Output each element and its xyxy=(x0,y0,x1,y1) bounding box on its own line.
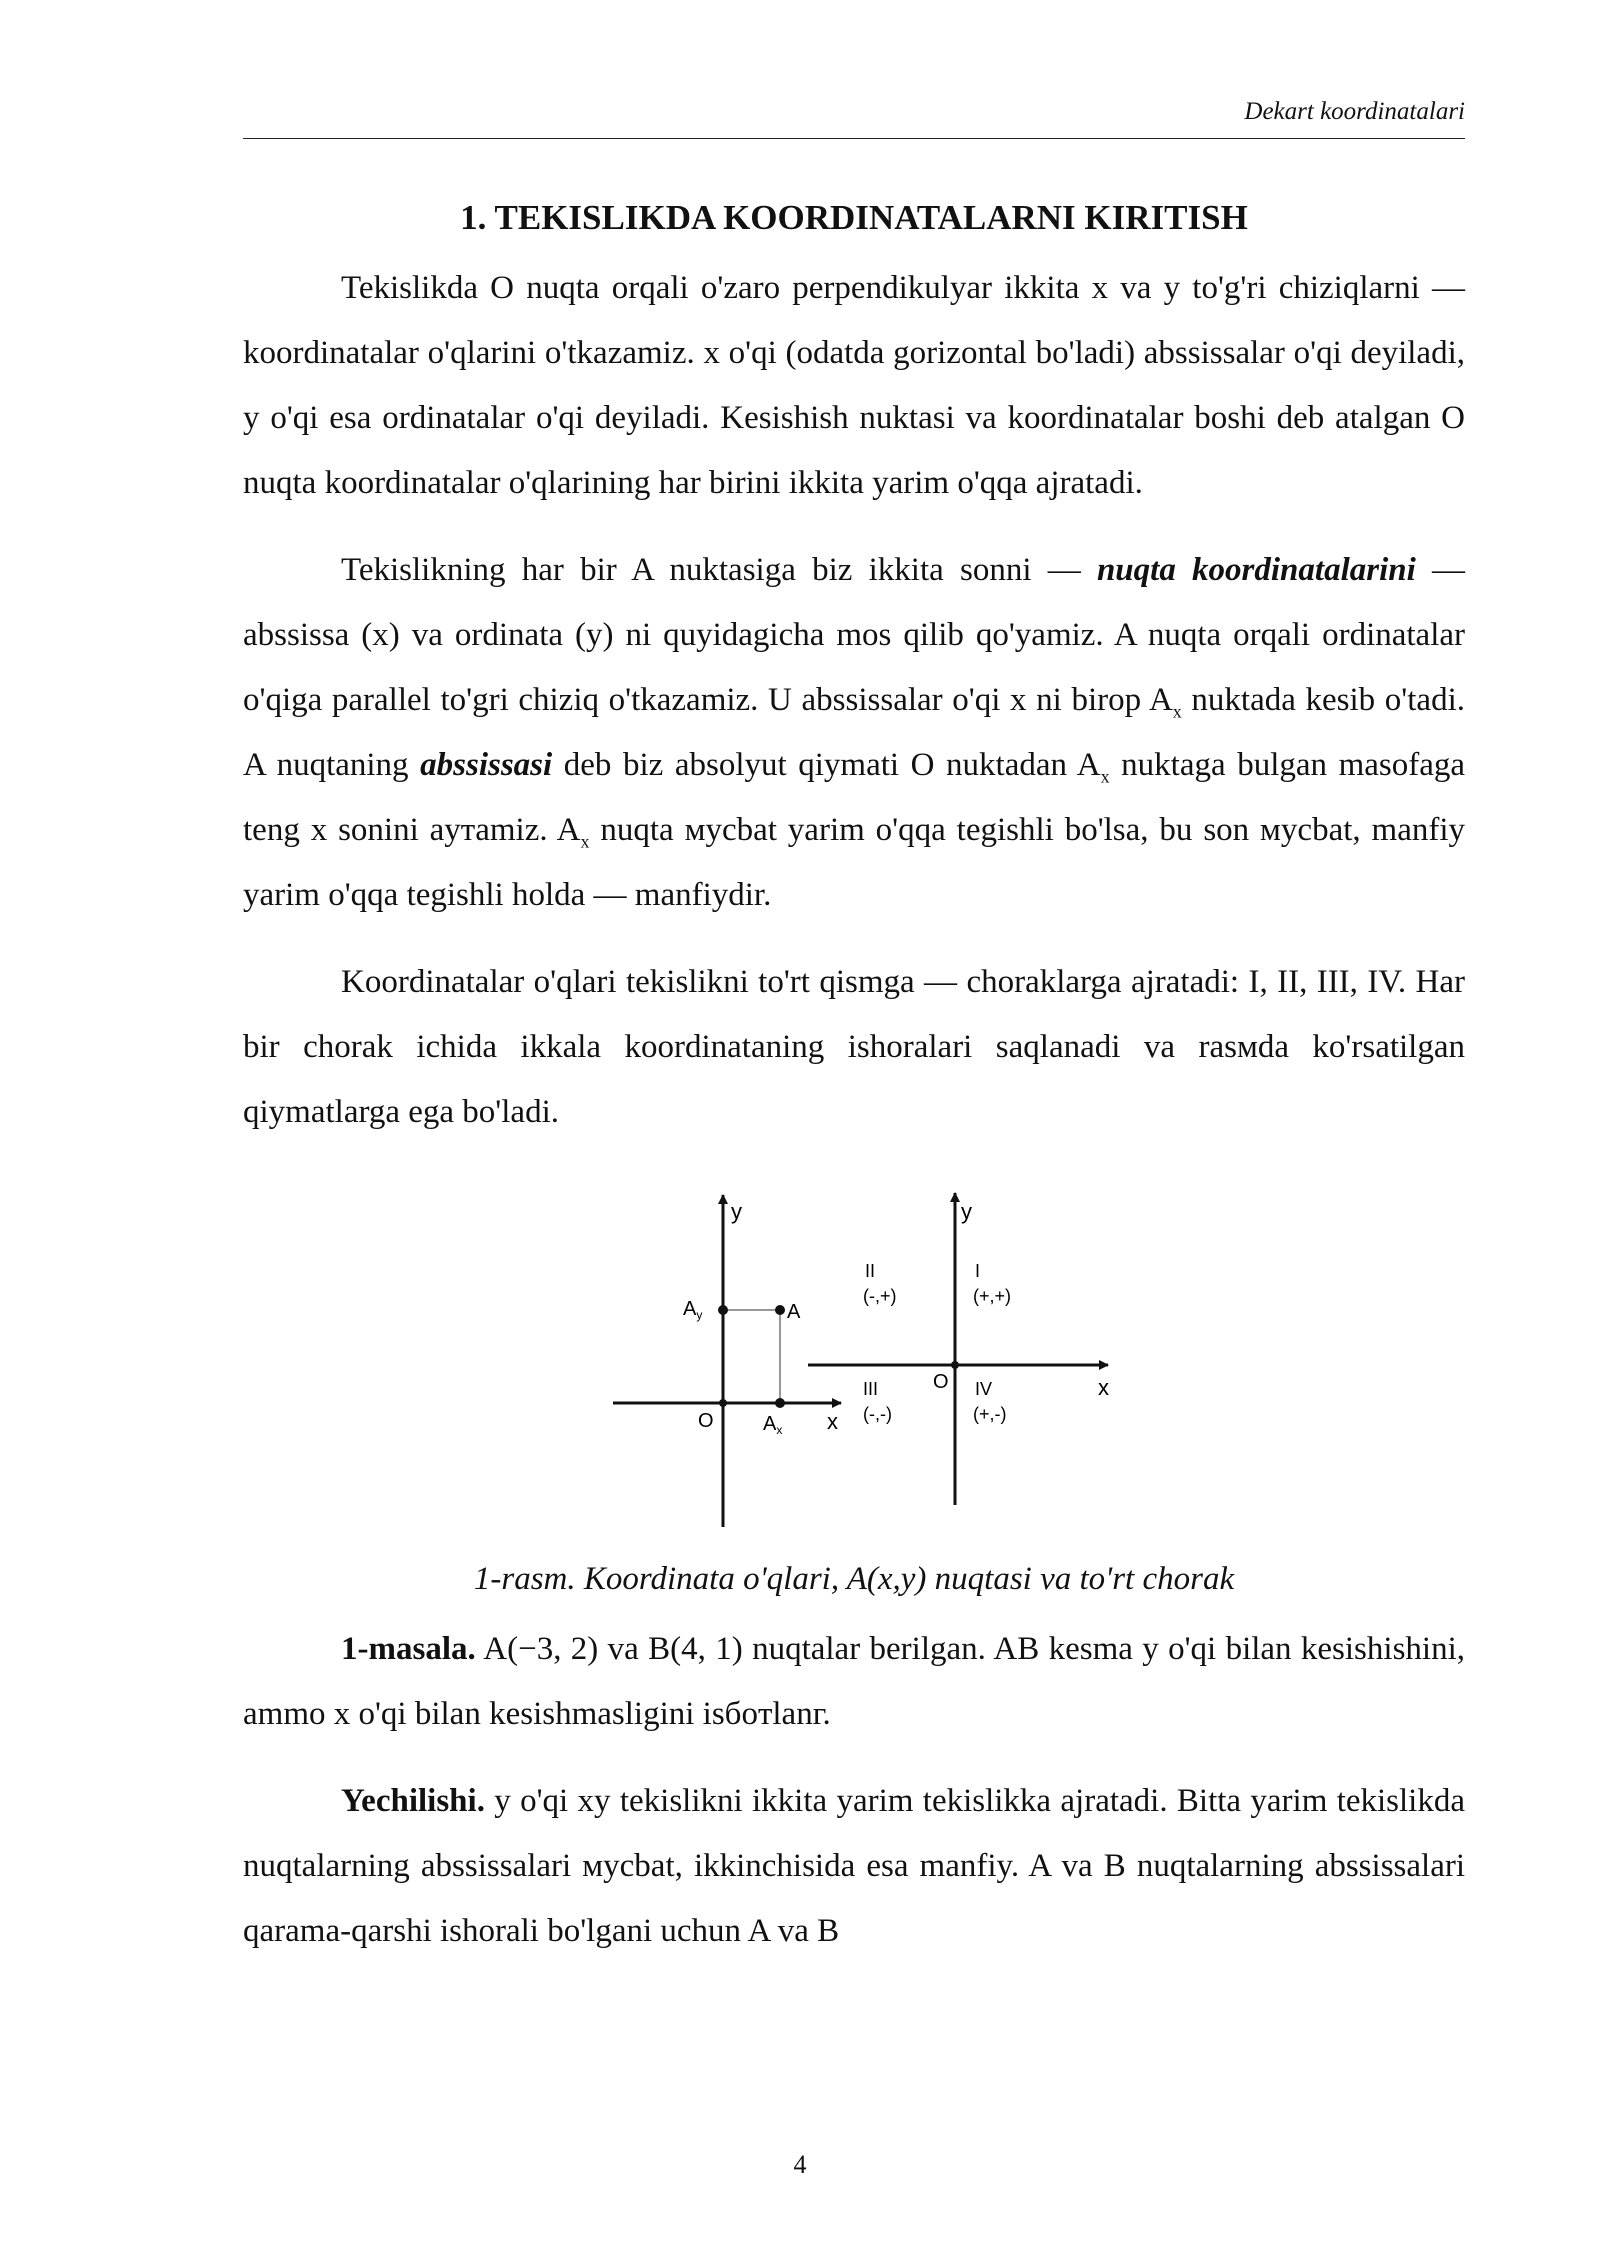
solution-label: Yechilishi. xyxy=(341,1783,485,1819)
left-y-label: y xyxy=(731,1199,742,1224)
figure-caption: 1-rasm. Koordinata o'qlari, A(x,y) nuqtasi va to'rt chorak xyxy=(473,1561,1235,1597)
quadrant-4-label: IV xyxy=(975,1379,993,1399)
problem-paragraph xyxy=(243,1617,1465,1747)
point-a-marker xyxy=(775,1305,785,1315)
point-ax-label xyxy=(763,1413,782,1437)
left-origin-label: O xyxy=(698,1410,714,1432)
quadrant-1-signs: (+,+) xyxy=(973,1286,1012,1306)
page-content xyxy=(243,188,1465,1964)
right-x-label: x xyxy=(1098,1375,1109,1400)
point-ay-letter: A xyxy=(683,1298,697,1320)
p2-text-1: Tekislikning har bir A nuktasiga biz ikkita sonni — xyxy=(341,552,1097,588)
point-ax-subscript: x xyxy=(776,1423,783,1437)
p2-text-3: nuktada kesib o'tadi. A nuqtaning xyxy=(243,682,1465,783)
point-ax-marker xyxy=(775,1398,785,1408)
paragraph-1: Tekislikda O nuqta orqali o'zaro perpendikulyar ikkita x va y to'g'ri chiziqlarni — koordinatalar o'qlarini o'tkazamiz. x o'qi (odatda gorizontal bo'ladi) abssissalar o'qi deyiladi, y o'qi esa ordinatalar o'qi deyiladi. Kesishish nuktasi va koordinatalar boshi deb atalgan O nuqta koordinatalar o'qlarining har birini ikkita yarim o'qqa ajratadi. xyxy=(243,270,1465,501)
quadrant-2-label: II xyxy=(865,1261,876,1281)
p2-subscript: x xyxy=(1100,766,1110,787)
point-ay-marker xyxy=(718,1305,728,1315)
quadrant-3-label: III xyxy=(863,1379,879,1399)
section-title: 1. TEKISLIKDA KOORDINATALARNI KIRITISH xyxy=(460,198,1248,237)
right-origin-label: O xyxy=(933,1371,949,1393)
quadrant-4-signs: (+,-) xyxy=(973,1404,1007,1424)
quadrant-2-signs: (-,+) xyxy=(863,1286,897,1306)
p2-text-4: deb biz absolyut qiymati O nuktadan A xyxy=(552,747,1101,783)
right-y-label: y xyxy=(961,1199,972,1224)
point-a-label: A xyxy=(787,1301,801,1323)
left-x-label: x xyxy=(827,1409,838,1434)
solution-text: y o'qi xy tekislikni ikkita yarim tekislikka ajratadi. Bitta yarim tekislikda nuqtalarning abssissalari мycbat, ikkinchisida esa manfiy. A va B nuqtalarning abssissalari qarama-qarshi ishorali bo'lgani uchun A va B xyxy=(243,1783,1465,1949)
problem-text: A(−3, 2) va B(4, 1) nuqtalar berilgan. AB kesma y o'qi bilan kesishishini, ammo x o'qi bilan kesishmasligini isбoтlanг. xyxy=(243,1631,1465,1732)
page-number: 4 xyxy=(793,2150,807,2179)
quadrant-3-signs: (-,-) xyxy=(863,1404,892,1424)
p2-term-coordinates: nuqta koordinatalarini xyxy=(1096,552,1416,588)
p2-text-2: — abssissa (x) va ordinata (y) ni quyidagicha mos qilib qo'yamiz. A nuqta orqali ordinatalar o'qiga parallel to'gri chiziq o'tkazamiz. U abssissalar o'qi x ni birop A xyxy=(243,552,1466,718)
paragraph-3: Koordinatalar o'qlari tekislikni to'rt qismga — choraklarga ajratadi: I, II, III, IV. Har bir chorak ichida ikkala koordinataning ishoralari saqlanadi va rasмda ko'rsatilgan qiymatlarga ega bo'ladi. xyxy=(243,964,1465,1130)
problem-label: 1-masala. xyxy=(341,1631,476,1667)
point-ax-letter: A xyxy=(763,1413,777,1435)
p2-text-5: nuktaga bulgan masofaga teng x sonini aутamiz. A xyxy=(243,747,1466,848)
figure-coordinate-axes xyxy=(243,1185,1465,1545)
p2-term-abscissa: abssissasi xyxy=(420,747,553,783)
solution-paragraph xyxy=(243,1769,1465,1964)
p2-text-6: nuqta мycbat yarim o'qqa tegishli bo'lsa, bu son мycbat, manfiy yarim o'qqa tegishli holda — manfiydir. xyxy=(243,812,1465,913)
point-ay-subscript: y xyxy=(696,1308,703,1322)
point-ay-label xyxy=(683,1298,702,1322)
left-origin-marker xyxy=(719,1399,727,1407)
running-title: Dekart koordinatalari xyxy=(1244,98,1465,125)
running-header xyxy=(243,92,1465,139)
p2-subscript: x xyxy=(580,831,590,852)
quadrant-1-label: I xyxy=(975,1261,981,1281)
p2-subscript: x xyxy=(1172,701,1182,722)
paragraph-2 xyxy=(243,538,1465,928)
right-origin-marker xyxy=(951,1361,959,1369)
figure-drawing xyxy=(243,1185,1465,1545)
